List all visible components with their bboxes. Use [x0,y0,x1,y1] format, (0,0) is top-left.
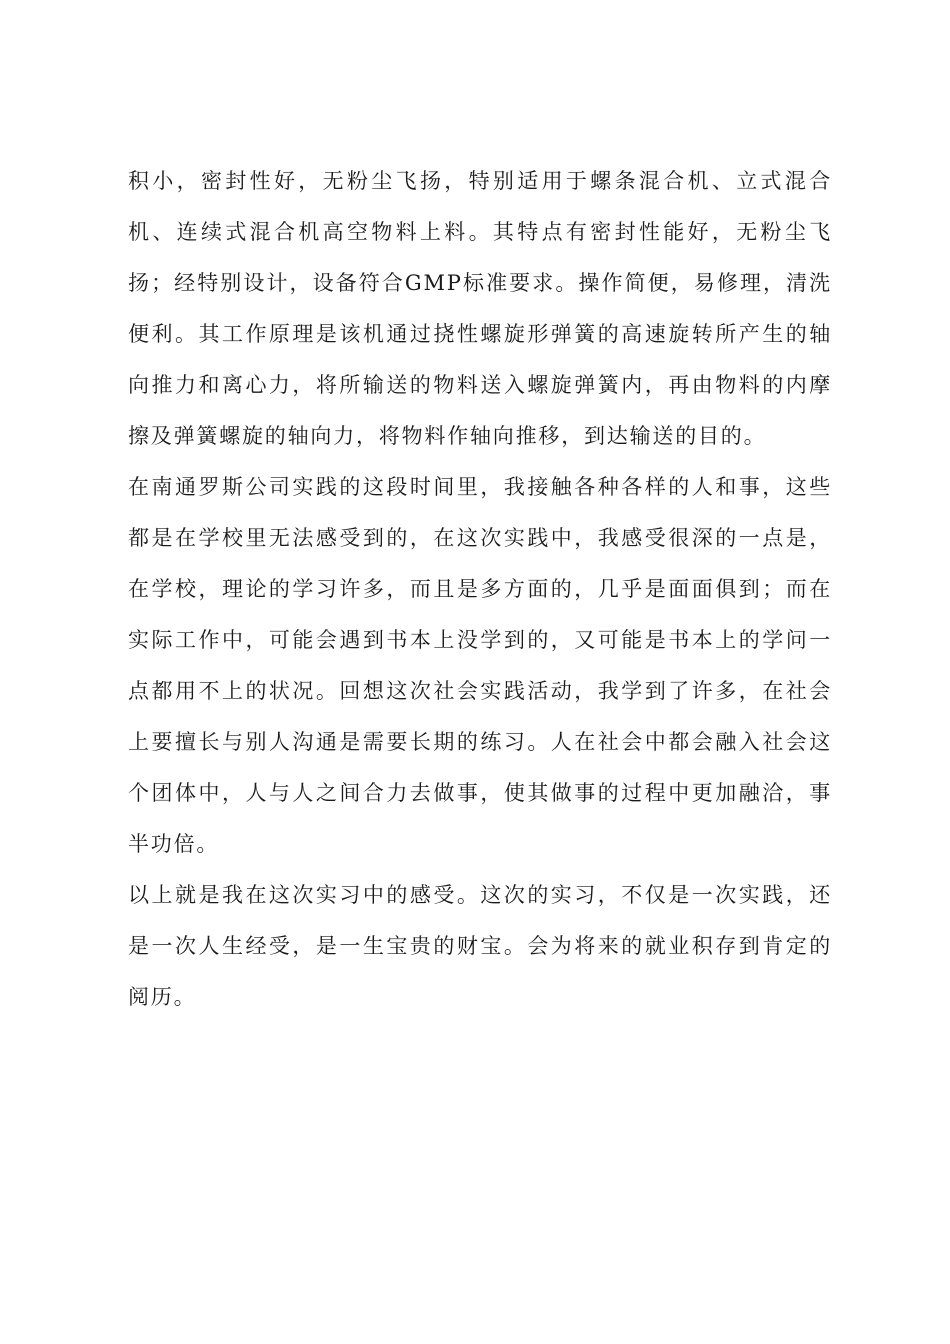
document-body [128,156,832,1023]
paragraph-equipment-description: 积小，密封性好，无粉尘飞扬，特别适用于螺条混合机、立式混合机、连续式混合机高空物料上料。其特点有密封性能好，无粉尘飞扬；经特别设计，设备符合GMP标准要求。操作简便，易修理，清洗便利。其工作原理是该机通过挠性螺旋形弹簧的高速旋转所产生的轴向推力和离心力，将所输送的物料送入螺旋弹簧内，再由物料的内摩擦及弹簧螺旋的轴向力，将物料作轴向推移，到达输送的目的。 [128,169,832,448]
paragraph-conclusion: 以上就是我在这次实习中的感受。这次的实习，不仅是一次实践，还是一次人生经受，是一生宝贵的财宝。会为将来的就业积存到肯定的阅历。 [128,883,832,1009]
paragraph-practice-experience: 在南通罗斯公司实践的这段时间里，我接触各种各样的人和事，这些都是在学校里无法感受到的，在这次实践中，我感受很深的一点是，在学校，理论的学习许多，而且是多方面的，几乎是面面俱到；而在实际工作中，可能会遇到书本上没学到的，又可能是书本上的学问一点都用不上的状况。回想这次社会实践活动，我学到了许多，在社会上要擅长与别人沟通是需要长期的练习。人在社会中都会融入社会这个团体中，人与人之间合力去做事，使其做事的过程中更加融洽，事半功倍。 [128,475,832,856]
